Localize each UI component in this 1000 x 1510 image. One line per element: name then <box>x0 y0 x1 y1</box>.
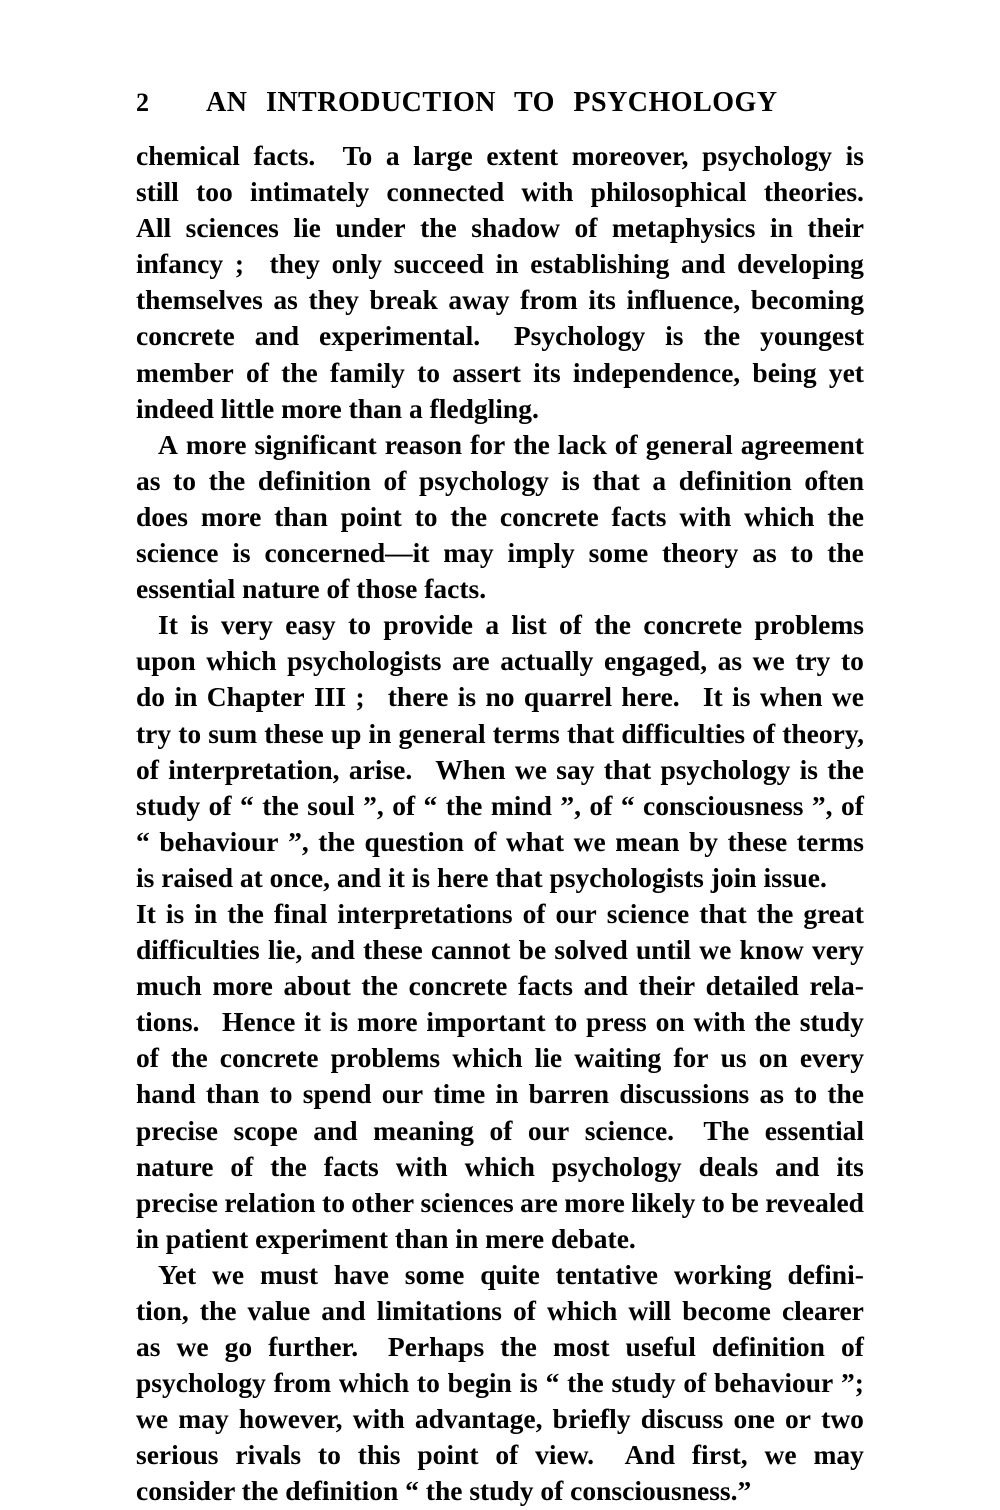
text-line: essential nature of those facts. <box>136 573 487 605</box>
text-line: concrete and experimental. Psychology is the youngest <box>136 320 864 352</box>
text-line: psychology from which to begin is “ the study of behaviour ”; <box>136 1367 864 1399</box>
text-line: It is very easy to provide a list of the concrete problems <box>158 609 864 641</box>
text-line: chemical facts. To a large extent moreover, psychology is <box>136 140 864 171</box>
text-line: It is in the final interpretations of our science that the great <box>136 897 864 929</box>
text-line: infancy ; they only succeed in establishing and developing <box>136 248 864 280</box>
text-line: tion, the value and limitations of which will become clearer <box>136 1295 864 1326</box>
text-line: as to the definition of psychology is that a definition often <box>136 464 864 496</box>
running-head <box>136 86 862 120</box>
text-line: tions. Hence it is more important to press on with the study <box>136 1006 864 1038</box>
text-line: study of “ the soul ”, of “ the mind ”, of “ consciousness ”, of <box>136 789 864 821</box>
text-line: A more significant reason for the lack of general agreement <box>158 428 864 460</box>
text-line: in patient experiment than in mere debate. <box>136 1222 636 1254</box>
running-head-title: AN INTRODUCTION TO PSYCHOLOGY <box>206 87 778 118</box>
text-line: hand than to spend our time in barren discussions as to the <box>136 1078 864 1110</box>
text-line: indeed little more than a fledgling. <box>136 392 539 424</box>
text-line: themselves as they break away from its influence, becoming <box>136 284 864 316</box>
text-line: does more than point to the concrete facts with which the <box>136 500 864 532</box>
text-line: difficulties lie, and these cannot be solved until we know very <box>136 934 864 966</box>
text-line: precise relation to other sciences are more likely to be revealed <box>136 1186 864 1218</box>
text-line: we may however, with advantage, briefly discuss one or two <box>136 1403 864 1435</box>
text-line: still too intimately connected with philosophical theories. <box>136 176 864 208</box>
text-line: upon which psychologists are actually engaged, as we try to <box>136 645 864 677</box>
text-line: as we go further. Perhaps the most useful definition of <box>136 1331 864 1363</box>
text-line: All sciences lie under the shadow of metaphysics in their <box>136 212 864 244</box>
text-line: consider the definition “ the study of consciousness.” <box>136 1475 752 1507</box>
body-text <box>136 138 864 1510</box>
text-line: precise scope and meaning of our science. The essential <box>136 1114 864 1146</box>
text-line: try to sum these up in general terms that difficulties of theory, <box>136 717 864 749</box>
text-line: do in Chapter III ; there is no quarrel here. It is when we <box>136 681 864 713</box>
text-line: nature of the facts with which psychology deals and its <box>136 1150 864 1182</box>
text-line: Yet we must have some quite tentative working defini- <box>158 1258 864 1290</box>
text-line: “ behaviour ”, the question of what we mean by these terms <box>136 825 864 857</box>
text-line: serious rivals to this point of view. And first, we may <box>136 1439 864 1471</box>
text-line: of the concrete problems which lie waiting for us on every <box>136 1042 864 1074</box>
text-line: science is concerned—it may imply some theory as to the <box>136 537 864 569</box>
page-number: 2 <box>136 88 149 117</box>
text-line: is raised at once, and it is here that psychologists join issue. <box>136 861 827 893</box>
text-line: member of the family to assert its independence, being yet <box>136 356 864 388</box>
text-line: of interpretation, arise. When we say that psychology is the <box>136 753 864 785</box>
text-line: much more about the concrete facts and their detailed rela- <box>136 970 864 1002</box>
